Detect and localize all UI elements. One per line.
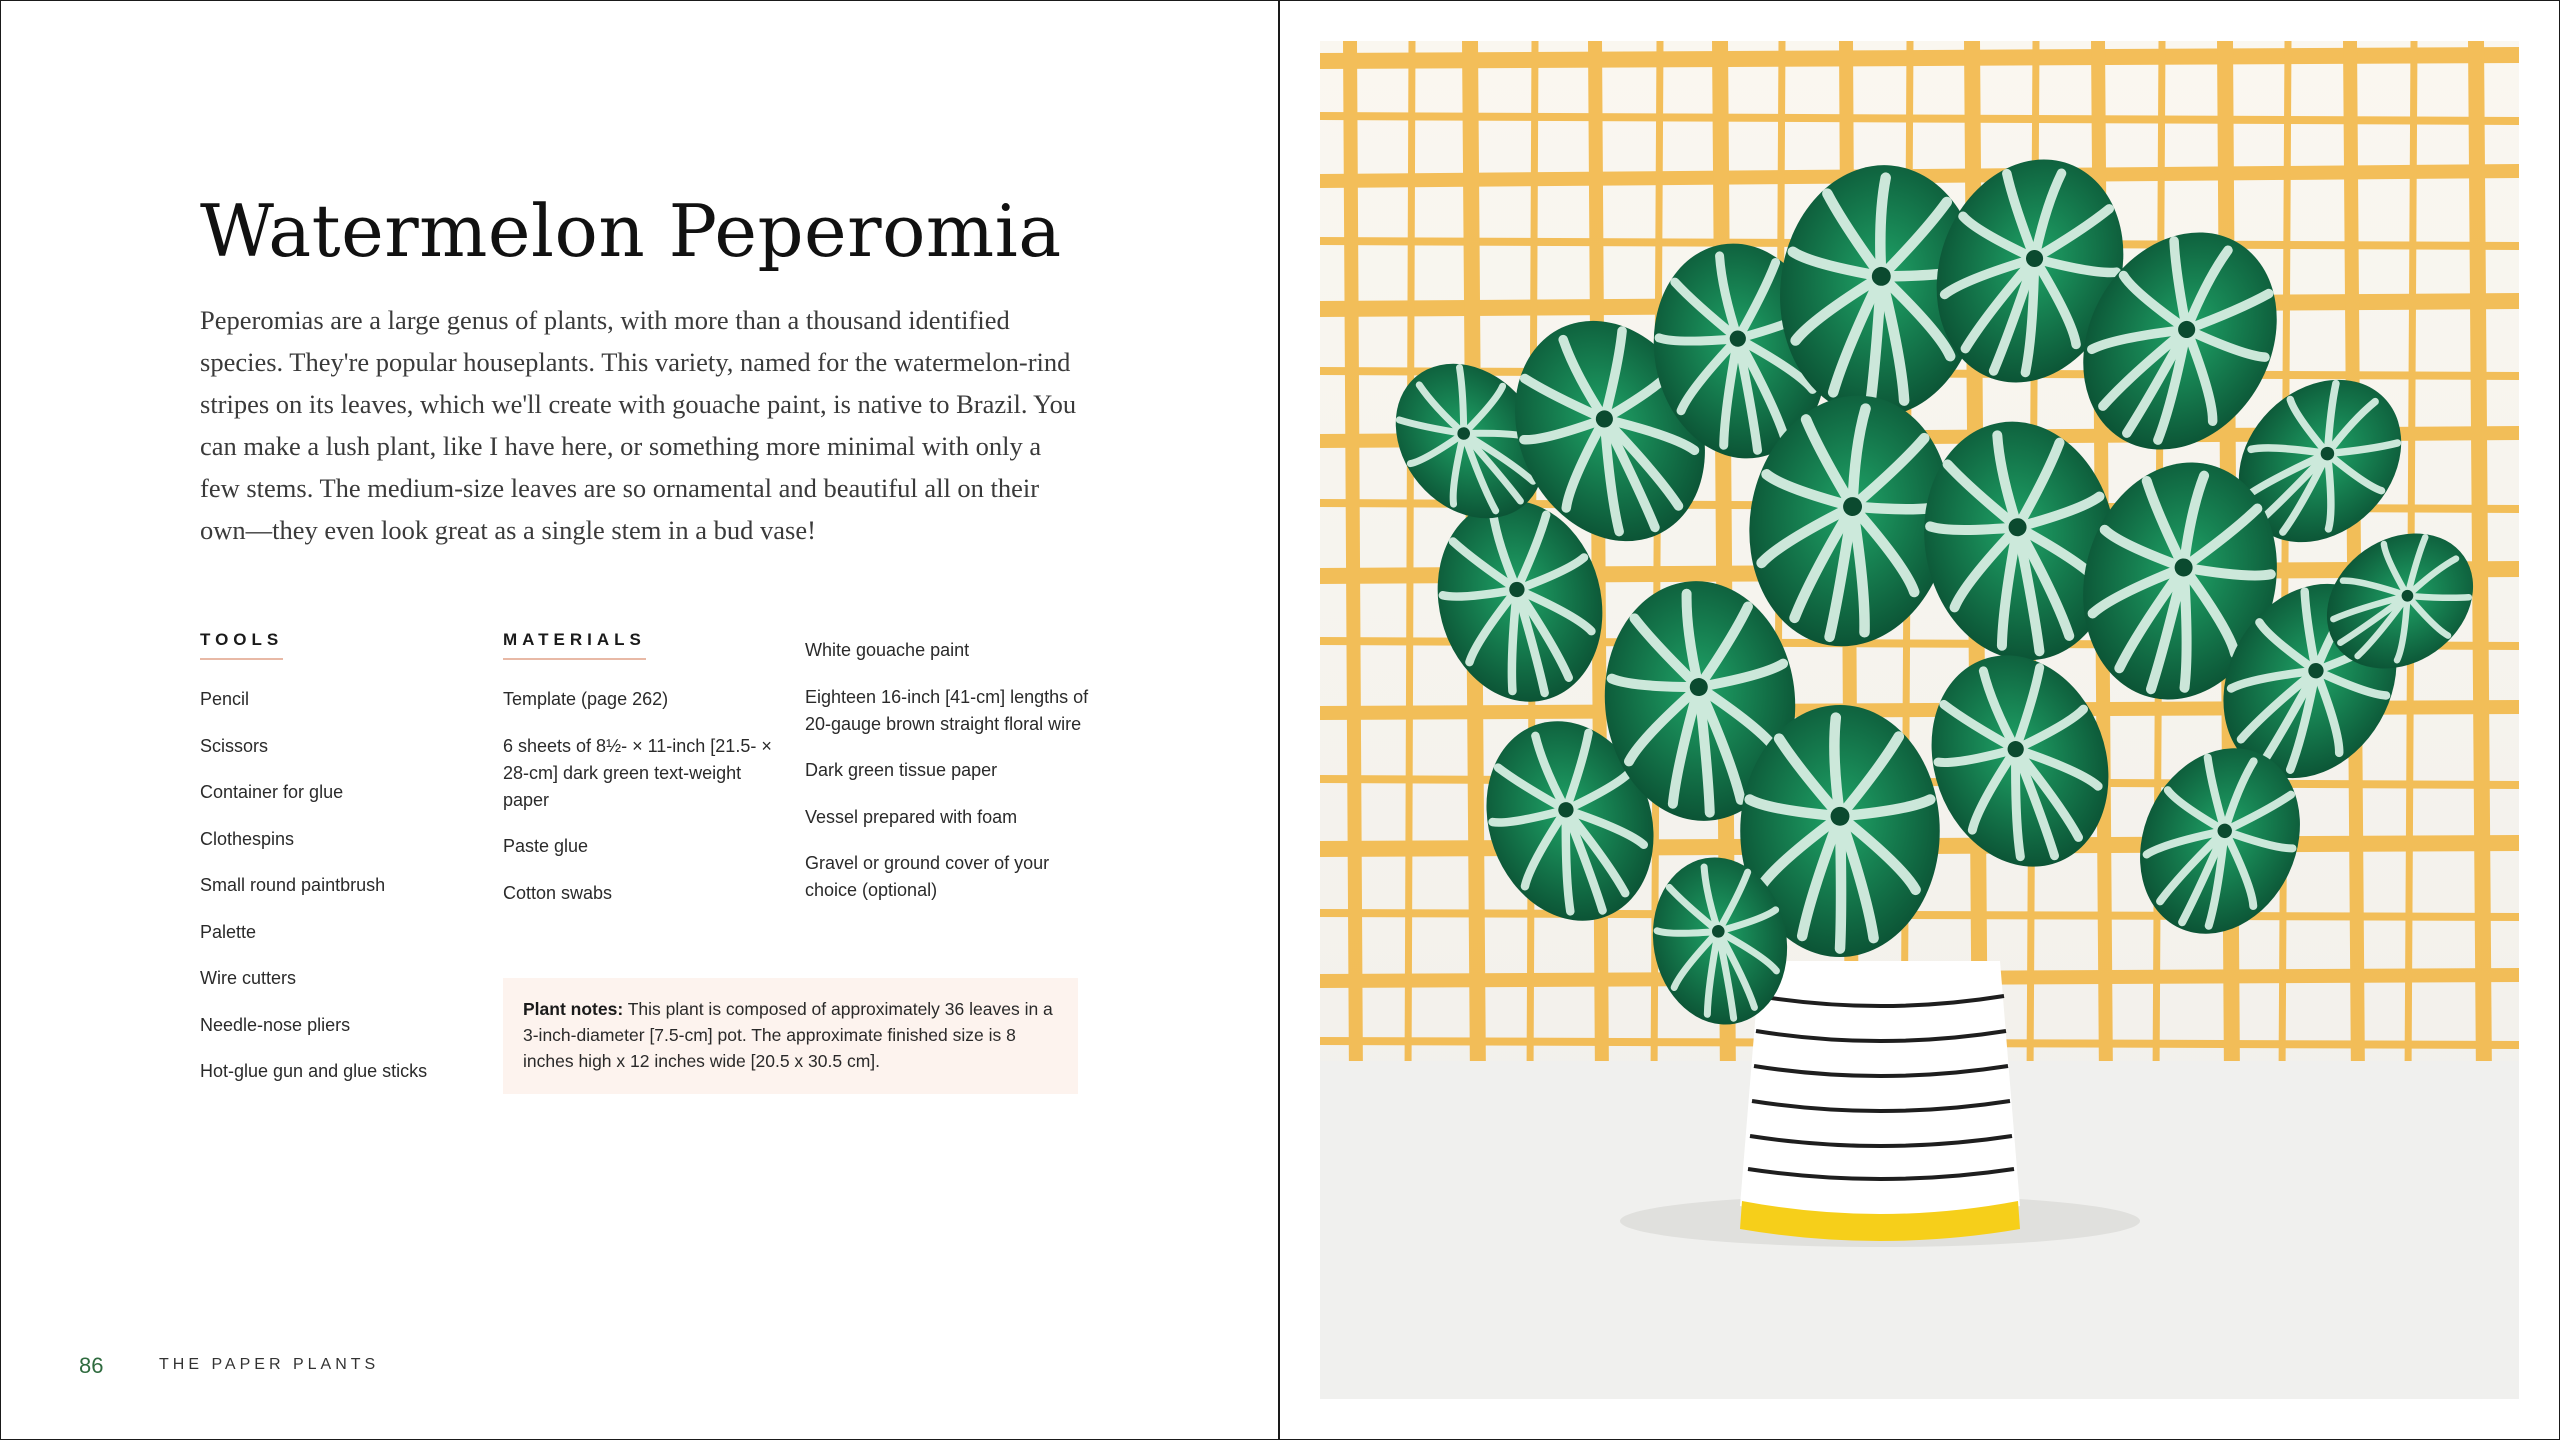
materials-column-continued bbox=[805, 637, 1095, 924]
list-item: Eighteen 16-inch [41-cm] lengths of 20-gauge brown straight floral wire bbox=[805, 686, 1089, 734]
list-item: Needle-nose pliers bbox=[200, 1014, 351, 1035]
paper-peperomia-illustration bbox=[1320, 41, 2519, 1399]
list-item: Dark green tissue paper bbox=[805, 760, 998, 780]
materials-heading: MATERIALS bbox=[503, 630, 646, 660]
list-item: Gravel or ground cover of your choice (optional) bbox=[805, 853, 1050, 900]
list-item: Paste glue bbox=[503, 836, 589, 856]
plant-notes-label: Plant notes: bbox=[523, 999, 624, 1019]
list-item: White gouache paint bbox=[805, 640, 970, 660]
list-item: Palette bbox=[200, 921, 257, 942]
tools-list bbox=[200, 686, 480, 1085]
list-item: Cotton swabs bbox=[503, 882, 613, 903]
materials-list-continued bbox=[805, 637, 1095, 904]
list-item: 6 sheets of 8½- × 11-inch [21.5- × 28-cm] dark green text-weight paper bbox=[503, 735, 772, 810]
plant-notes-box bbox=[503, 978, 1078, 1094]
page-number: 86 bbox=[79, 1353, 104, 1378]
list-item: Pencil bbox=[200, 689, 250, 709]
list-item: Scissors bbox=[200, 735, 269, 756]
list-item: Vessel prepared with foam bbox=[805, 806, 1018, 827]
tools-column bbox=[200, 629, 480, 1105]
list-item: Template (page 262) bbox=[503, 689, 669, 709]
list-item: Container for glue bbox=[200, 782, 344, 802]
tools-heading: TOOLS bbox=[200, 630, 283, 660]
materials-column bbox=[503, 629, 773, 926]
plant-notes-text: This plant is composed of approximately 36 leaves in a 3-inch-diameter [7.5-cm] pot. The approximate finished size is 8 inches high x 12 inches wide [20.5 x 30.5 cm]. bbox=[523, 999, 1053, 1071]
right-page bbox=[1280, 1, 2559, 1439]
materials-list bbox=[503, 686, 773, 907]
list-item: Hot-glue gun and glue sticks bbox=[200, 1061, 428, 1081]
intro-paragraph: Peperomias are a large genus of plants, with more than a thousand identified species. They're popular houseplants. This variety, named for the watermelon-rind stripes on its leaves, which we'll create with gouache paint, is native to Brazil. You can make a lush plant, like I have here, or something more minimal with only a few stems. The medium-size leaves are so ornamental and beautiful all on their own—they even look great as a single stem in a bud vase! bbox=[200, 305, 1077, 545]
pot bbox=[1740, 961, 2020, 1241]
running-head: THE PAPER PLANTS bbox=[159, 1356, 380, 1373]
list-item: Clothespins bbox=[200, 828, 295, 849]
list-item: Small round paintbrush bbox=[200, 875, 386, 895]
left-page bbox=[1, 1, 1280, 1439]
list-item: Wire cutters bbox=[200, 968, 297, 988]
page-title: Watermelon Peperomia bbox=[200, 189, 1062, 273]
plant-photo bbox=[1320, 41, 2519, 1399]
